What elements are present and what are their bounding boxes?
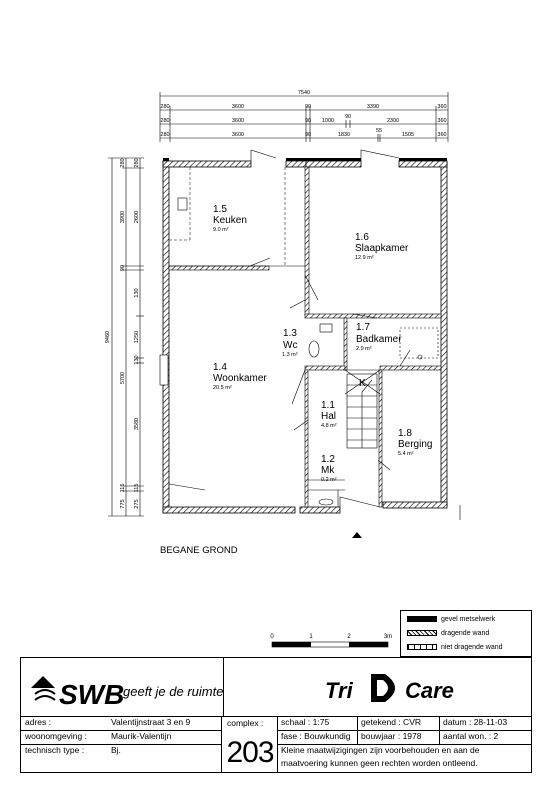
legend-row-solid (407, 615, 495, 625)
room-1-7-area: 2.9 m² (356, 346, 372, 352)
legend-swatch-solid (407, 616, 437, 622)
toilet-icon (309, 341, 319, 357)
dim-r3-5: 1505 (401, 132, 415, 138)
room-1-8-name: Berging (398, 439, 433, 450)
fixtures (309, 324, 460, 520)
floor-label: BEGANE GROND (160, 545, 238, 556)
dim-r2-2: 90 (304, 118, 312, 124)
room-1-5-area: 9.0 m² (213, 227, 229, 233)
partner-part1: Tri (325, 678, 353, 703)
room-1-6-num: 1.6 (355, 232, 369, 243)
dim-r3-4: 55 (375, 128, 383, 134)
legend-label-gevel: gevel metselwerk (441, 616, 496, 623)
room-1-1-area: 4.8 m² (321, 423, 337, 429)
wc-basin-icon (320, 324, 332, 332)
swb-logo (29, 666, 229, 710)
dim-r1-1: 3600 (231, 104, 245, 110)
dim-li-4: 130 (134, 355, 140, 365)
swb-emblem-icon (31, 676, 55, 700)
dim-li-0: 280 (134, 158, 140, 168)
complex-label: complex : (227, 718, 264, 728)
room-1-3-name: Wc (283, 340, 298, 351)
kast-label: K (359, 378, 366, 389)
dim-r2-3: 1000 (321, 118, 335, 124)
technisch-value: Bj. (111, 745, 121, 755)
room-1-6-area: 12.9 m² (355, 255, 374, 261)
dim-r1-4: 360 (437, 104, 447, 110)
dim-li-6: 115 (134, 483, 140, 493)
legend-swatch-dash (407, 644, 437, 650)
room-1-8-area: 5.4 m² (398, 451, 414, 457)
sink-icon (178, 198, 187, 210)
shower-icon (400, 328, 438, 358)
thin-walls (169, 266, 380, 507)
aantal-woningen: aantal won. : 2 (443, 731, 499, 741)
dim-r3-6: 360 (437, 132, 447, 138)
legend-label-niet-dragende: niet dragende wand (441, 644, 503, 651)
legend-row-dash (407, 643, 503, 653)
dim-r3-0: 280 (160, 132, 170, 138)
dim-li-7: 275 (134, 499, 140, 509)
dim-lo-0: 280 (120, 158, 126, 168)
technisch-label: technisch type : (25, 745, 85, 755)
partner-part2: Care (405, 678, 454, 703)
adres-value: Valentijnstraat 3 en 9 (111, 717, 191, 727)
dim-r1-0: 280 (160, 104, 170, 110)
legend (400, 610, 532, 657)
room-1-3-num: 1.3 (283, 328, 297, 339)
dim-r3-3: 1830 (337, 132, 351, 138)
datum: datum : 28-11-03 (443, 717, 508, 727)
room-1-7-num: 1.7 (356, 322, 370, 333)
dim-lo-2: 90 (120, 264, 126, 272)
room-1-4-num: 1.4 (213, 362, 227, 373)
title-block (20, 657, 532, 773)
left-dimension-labels (105, 158, 140, 508)
tricare-logo (321, 668, 491, 708)
dim-li-1: 2600 (134, 210, 140, 224)
dim-r1-2: 90 (304, 104, 312, 110)
room-1-5-name: Keuken (213, 215, 247, 226)
meter-icon (319, 499, 333, 505)
room-labels (213, 204, 432, 483)
facade-masonry (163, 158, 447, 161)
room-1-6-name: Slaapkamer (355, 243, 409, 254)
room-1-2-num: 1.2 (321, 454, 335, 465)
bouwjaar: bouwjaar : 1978 (361, 731, 422, 741)
drain-icon (418, 355, 422, 359)
woonomgeving-value: Maurik-Valentijn (111, 731, 172, 741)
entrance-arrow-icon (352, 532, 362, 538)
getekend: getekend : CVR (361, 717, 422, 727)
disclaimer-line-2: maatvoering kunnen geen rechten worden ontleend. (281, 758, 478, 768)
room-1-1-num: 1.1 (321, 400, 335, 411)
legend-swatch-hatch (407, 630, 437, 636)
dim-lo-5: 115 (120, 483, 126, 493)
scale-tick-0: 0 (270, 634, 274, 640)
room-1-2-name: Mk (321, 465, 335, 476)
disclaimer-line-1: Kleine maatwijzigingen zijn voorbehouden en aan de (281, 745, 480, 755)
scale-bar (270, 634, 392, 647)
scale-tick-1: 1 (309, 634, 313, 640)
dim-lo-1: 3900 (120, 210, 126, 224)
legend-label-dragende: dragende wand (441, 630, 490, 637)
dim-li-3: 1250 (134, 330, 140, 344)
room-1-2-area: 0.2 m² (321, 477, 337, 483)
room-1-8-num: 1.8 (398, 428, 412, 439)
dim-r2-6: 360 (437, 118, 447, 124)
window-woonkamer (160, 355, 168, 385)
dim-r2-4: 90 (344, 114, 352, 120)
room-1-5-num: 1.5 (213, 204, 227, 215)
room-1-1-name: Hal (321, 411, 337, 422)
dim-lo-4: 775 (120, 499, 126, 509)
dim-r1-3: 3390 (366, 104, 380, 110)
dim-r3-1: 3600 (231, 132, 245, 138)
fase: fase : Bouwkundig (281, 731, 351, 741)
schaal: schaal : 1:75 (281, 717, 330, 727)
dim-total-width: 7540 (297, 90, 311, 96)
room-1-7-name: Badkamer (356, 334, 402, 345)
dim-lo-3: 5700 (120, 371, 126, 385)
dim-li-5: 3580 (134, 417, 140, 431)
adres-label: adres : (25, 717, 51, 727)
dim-total-height: 9460 (105, 330, 111, 344)
dim-r2-0: 280 (160, 118, 170, 124)
room-1-4-area: 20.5 m² (213, 385, 232, 391)
room-1-3-area: 1.3 m² (282, 352, 298, 358)
scale-tick-2: 2 (347, 634, 351, 640)
complex-number: 203 (226, 738, 274, 768)
brand-tagline: geeft je de ruimte (123, 684, 224, 699)
top-dimension-labels (160, 90, 446, 138)
dim-r3-2: 90 (304, 132, 312, 138)
scale-tick-3: 3m (383, 634, 393, 640)
dim-r2-5: 2300 (386, 118, 400, 124)
brand-name: SWB (59, 679, 125, 710)
dim-r2-1: 3600 (231, 118, 245, 124)
room-1-4-name: Woonkamer (213, 373, 267, 384)
dim-li-2: 130 (134, 288, 140, 298)
woonomgeving-label: woonomgeving : (25, 731, 87, 741)
legend-row-hatch (407, 629, 489, 639)
